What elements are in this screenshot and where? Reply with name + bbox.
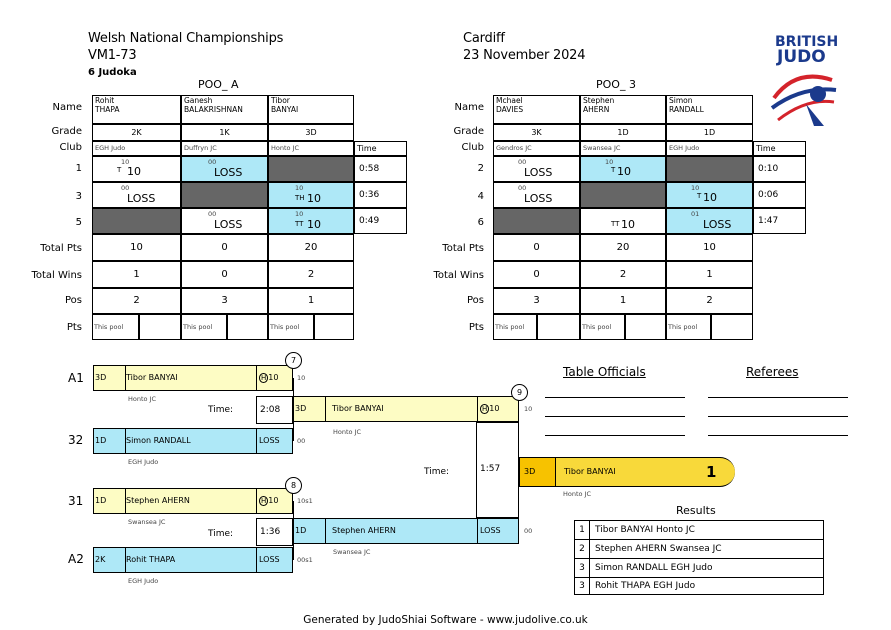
position: 2: [666, 288, 753, 314]
score-cell: TT 10: [580, 208, 666, 234]
player-name-box: [580, 95, 666, 124]
pts-empty: [537, 314, 580, 340]
label-total-pts: Total Pts: [40, 243, 82, 254]
score-cell: 00 LOSS: [181, 156, 268, 182]
pts-this-pool: This pool: [92, 314, 139, 340]
club: Honto JC: [128, 395, 157, 403]
club: EGH Judo: [128, 577, 159, 585]
label-club: Club: [59, 142, 82, 153]
total-pts: 10: [666, 234, 753, 261]
label-grade: Grade: [51, 126, 82, 137]
total-wins: 1: [666, 261, 753, 288]
score-cell: 10 T 10: [92, 156, 181, 182]
score-cell-empty: [92, 208, 181, 234]
winner-grade: 3D: [520, 458, 556, 486]
last-name: RANDALL: [669, 105, 704, 114]
total-pts: 20: [268, 234, 354, 261]
score-cell: 01 LOSS: [666, 208, 753, 234]
match-no: 5: [75, 217, 82, 228]
pts-empty: [227, 314, 268, 340]
match-no: 3: [75, 191, 82, 202]
label-total-wins: Total Wins: [433, 270, 484, 281]
bracket-entry: 1D Stephen AHERN H 10: [93, 488, 293, 514]
grade: 3D: [268, 124, 354, 141]
match-no: 4: [477, 191, 484, 202]
score-cell: 10 T 10: [666, 182, 753, 208]
signature-line: [708, 435, 848, 436]
result-row: 2 Stephen AHERN Swansea JC: [575, 540, 823, 559]
match-no: 6: [477, 217, 484, 228]
pts-empty: [711, 314, 753, 340]
winner-place: 1: [706, 463, 717, 481]
label-grade: Grade: [453, 126, 484, 137]
bracket-entry: 1D Simon RANDALL LOSS: [93, 428, 293, 454]
match-time: 1:47: [753, 208, 806, 234]
total-pts: 10: [92, 234, 181, 261]
seed-label: 32: [68, 433, 84, 447]
pts-this-pool: This pool: [268, 314, 314, 340]
score: 10: [524, 405, 533, 413]
label-pts: Pts: [66, 322, 82, 333]
match-no: 1: [75, 163, 82, 174]
bracket-entry: 2K Rohit THAPA LOSS: [93, 547, 293, 573]
score: 00s1: [297, 556, 313, 564]
judoka-count: 6 Judoka: [88, 67, 137, 78]
score-cell-empty: [181, 182, 268, 208]
last-name: AHERN: [583, 105, 610, 114]
last-name: THAPA: [95, 105, 120, 114]
result-row: 3 Rohit THAPA EGH Judo: [575, 578, 823, 595]
event-city: Cardiff: [463, 31, 505, 46]
bracket-entry: 3D Tibor BANYAI H 10: [293, 396, 519, 422]
match-time: 0:06: [753, 182, 806, 208]
total-wins: 2: [580, 261, 666, 288]
result-row: 3 Simon RANDALL EGH Judo: [575, 559, 823, 578]
results-table: [574, 520, 824, 595]
pool-a-title: POO_ A: [198, 78, 239, 91]
total-pts: 20: [580, 234, 666, 261]
last-name: BALAKRISHNAN: [184, 105, 243, 114]
player-name-box: [92, 95, 181, 124]
score-cell-empty: [268, 156, 354, 182]
label-pos: Pos: [466, 295, 484, 306]
position: 1: [268, 288, 354, 314]
score: 10s1: [297, 497, 313, 505]
first-name: Simon: [669, 96, 693, 105]
last-name: BANYAI: [271, 105, 299, 114]
table-officials-heading: Table Officials: [563, 365, 646, 379]
score-cell-empty: [666, 156, 753, 182]
signature-line: [708, 416, 848, 417]
total-pts: 0: [493, 234, 580, 261]
last-name: DAVIES: [496, 105, 524, 114]
seed-label: A1: [68, 371, 84, 385]
pts-empty: [625, 314, 666, 340]
time-label: Time:: [208, 529, 234, 539]
signature-line: [545, 416, 685, 417]
label-name: Name: [454, 102, 484, 113]
match-number: 7: [285, 352, 302, 369]
position: 3: [493, 288, 580, 314]
score-cell-empty: [580, 182, 666, 208]
label-club: Club: [461, 142, 484, 153]
club: Honto JC: [563, 490, 592, 498]
signature-line: [708, 397, 848, 398]
referees-heading: Referees: [746, 365, 799, 379]
bracket-entry: 3D Tibor BANYAI H 10: [93, 365, 293, 391]
score-cell: 10 T 10: [580, 156, 666, 182]
score-cell: 00 LOSS: [181, 208, 268, 234]
winner-entry: [519, 457, 735, 487]
club: Swansea JC: [128, 518, 166, 526]
category: VM1-73: [88, 48, 137, 63]
grade: 2K: [92, 124, 181, 141]
pts-this-pool: This pool: [666, 314, 711, 340]
pool-b-title: POO_ 3: [596, 78, 636, 91]
pts-empty: [314, 314, 354, 340]
match-time: 0:49: [354, 208, 407, 234]
total-wins: 0: [493, 261, 580, 288]
club: EGH Judo: [92, 141, 181, 156]
club: EGH Judo: [128, 458, 159, 466]
grade: 3K: [493, 124, 580, 141]
first-name: Rohit: [95, 96, 115, 105]
total-wins: 2: [268, 261, 354, 288]
position: 3: [181, 288, 268, 314]
score: 10: [297, 374, 306, 382]
first-name: Mchael: [496, 96, 523, 105]
score: 00: [297, 437, 306, 445]
pts-empty: [139, 314, 181, 340]
event-date: 23 November 2024: [463, 48, 586, 63]
time-header: Time: [753, 141, 806, 156]
seed-label: 31: [68, 494, 84, 508]
event-title: Welsh National Championships: [88, 31, 284, 46]
club: Swansea JC: [333, 548, 371, 556]
logo-text-british: BRITISH: [775, 34, 839, 50]
club: Swansea JC: [580, 141, 666, 156]
logo-text-judo: JUDO: [777, 47, 826, 67]
seed-label: A2: [68, 552, 84, 566]
pts-this-pool: This pool: [580, 314, 625, 340]
club: Honto JC: [333, 428, 362, 436]
bracket-entry: 1D Stephen AHERN LOSS: [293, 518, 519, 544]
score: 00: [524, 527, 533, 535]
time-label: Time:: [208, 405, 234, 415]
grade: 1D: [666, 124, 753, 141]
match-no: 2: [477, 163, 484, 174]
first-name: Tibor: [271, 96, 290, 105]
pts-this-pool: This pool: [181, 314, 227, 340]
position: 1: [580, 288, 666, 314]
british-judo-logo-icon: [766, 68, 841, 128]
total-wins: 0: [181, 261, 268, 288]
label-name: Name: [52, 102, 82, 113]
player-name-box: [666, 95, 753, 124]
club: Gendros JC: [493, 141, 580, 156]
total-pts: 0: [181, 234, 268, 261]
match-time: 0:36: [354, 182, 407, 208]
player-name-box: [181, 95, 268, 124]
match-time: 1:36: [256, 518, 293, 546]
label-total-wins: Total Wins: [31, 270, 82, 281]
match-time: 1:57: [476, 422, 519, 518]
score-cell: 10 TT 10: [268, 208, 354, 234]
winner-name: Tibor BANYAI: [564, 467, 616, 476]
match-number: 9: [511, 384, 528, 401]
match-time: 2:08: [256, 396, 293, 424]
score-cell: 00 LOSS: [493, 156, 580, 182]
match-time: 0:10: [753, 156, 806, 182]
grade: 1K: [181, 124, 268, 141]
signature-line: [545, 397, 685, 398]
player-name-box: [268, 95, 354, 124]
signature-line: [545, 435, 685, 436]
score-cell-empty: [493, 208, 580, 234]
time-label: Time:: [424, 467, 450, 477]
first-name: Ganesh: [184, 96, 213, 105]
first-name: Stephen: [583, 96, 615, 105]
score-cell: 00 LOSS: [92, 182, 181, 208]
label-pos: Pos: [64, 295, 82, 306]
score-cell: 00 LOSS: [493, 182, 580, 208]
total-wins: 1: [92, 261, 181, 288]
player-name-box: [493, 95, 580, 124]
label-total-pts: Total Pts: [442, 243, 484, 254]
club: Honto JC: [268, 141, 354, 156]
result-row: 1 Tibor BANYAI Honto JC: [575, 521, 823, 540]
score-cell: 10 TH 10: [268, 182, 354, 208]
grade: 1D: [580, 124, 666, 141]
label-pts: Pts: [468, 322, 484, 333]
match-number: 8: [285, 477, 302, 494]
match-time: 0:58: [354, 156, 407, 182]
club: Duffryn JC: [181, 141, 268, 156]
pts-this-pool: This pool: [493, 314, 537, 340]
results-title: Results: [676, 504, 716, 517]
time-header: Time: [354, 141, 407, 156]
position: 2: [92, 288, 181, 314]
club: EGH Judo: [666, 141, 753, 156]
footer: Generated by JudoShiai Software - www.judolive.co.uk: [303, 614, 588, 626]
